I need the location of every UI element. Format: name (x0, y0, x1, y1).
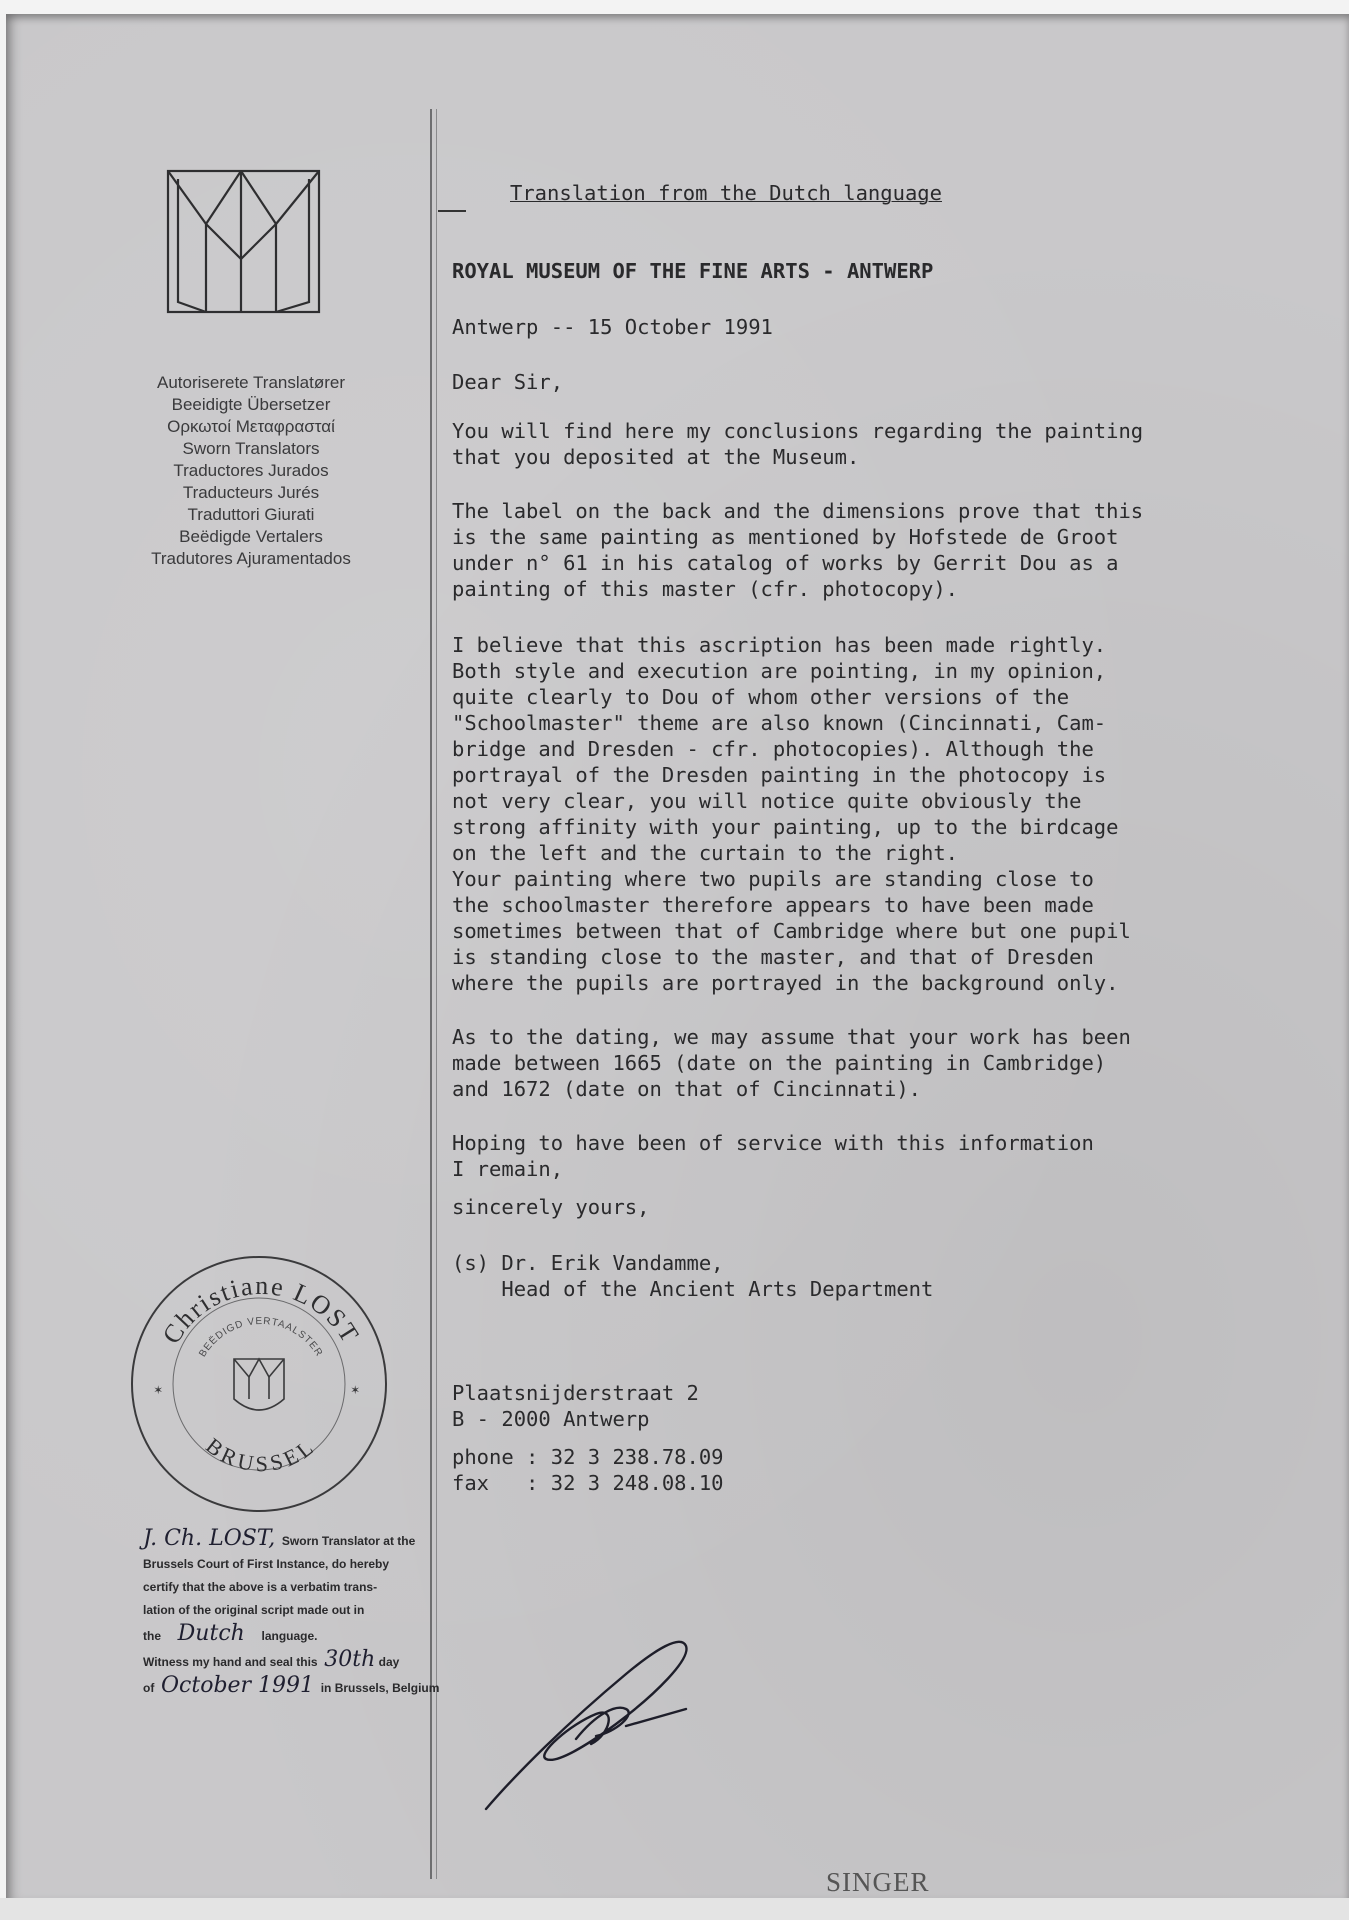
paragraph-line: portrayal of the Dresden painting in the photocopy is (452, 763, 1107, 787)
paragraph-line: You will find here my conclusions regarding the painting (452, 419, 1144, 443)
paragraph-line: where the pupils are portrayed in the background only. (452, 971, 1119, 995)
language-line: Sworn Translators (182, 439, 320, 458)
paragraph-line: painting of this master (cfr. photocopy). (452, 577, 959, 601)
address-line: B - 2000 Antwerp (452, 1407, 650, 1431)
museum-name: ROYAL MUSEUM OF THE FINE ARTS - ANTWERP (452, 259, 934, 283)
title-dash (438, 210, 466, 212)
cert-line: certify that the above is a verbatim trans- (143, 1580, 378, 1594)
document-sheet (6, 14, 1349, 1904)
printer-brand: SINGER (826, 1867, 930, 1897)
language-line: Ορκωτοί Μεταφρασταί (167, 417, 335, 436)
paragraph-line: the schoolmaster therefore appears to have been made (452, 893, 1094, 917)
svg-text:✶: ✶ (351, 1382, 360, 1398)
cert-line: in Brussels, Belgium (320, 1681, 440, 1695)
signer-name: (s) Dr. Erik Vandamme, (452, 1251, 724, 1275)
svg-text:✶: ✶ (154, 1382, 163, 1398)
paragraph-line: is standing close to the master, and that of Dresden (452, 945, 1094, 969)
signature-icon (476, 1614, 736, 1814)
paragraph-line: sometimes between that of Cambridge where but one pupil (452, 919, 1131, 943)
language-line: Autoriserete Translatører (156, 373, 345, 392)
paragraph-line: quite clearly to Dou of whom other versions of the (452, 685, 1070, 709)
letter-date: Antwerp -- 15 October 1991 (452, 315, 773, 339)
address-line: Plaatsnijderstraat 2 (452, 1381, 699, 1405)
handwritten-month-year: October 1991 (161, 1673, 315, 1698)
language-line: Traducteurs Jurés (182, 483, 320, 502)
cert-line: Sworn Translator at the (281, 1534, 416, 1548)
cert-line: of (143, 1681, 155, 1695)
paragraph-line: Hoping to have been of service with this information (452, 1131, 1094, 1155)
paragraph-line: on the left and the curtain to the right. (452, 841, 959, 865)
paragraph-line: "Schoolmaster" theme are also known (Cincinnati, Cam- (452, 711, 1107, 735)
seal-ring-text: BEËDIGD VERTAALSTER (197, 1315, 325, 1360)
language-line: Beeidigte Übersetzer (171, 395, 331, 414)
paragraph-line: made between 1665 (date on the painting in Cambridge) (452, 1051, 1107, 1075)
paragraph-line: The label on the back and the dimensions prove that this (452, 499, 1144, 523)
paragraph-line: is the same painting as mentioned by Hofstede de Groot (452, 525, 1119, 549)
cert-line: language. (261, 1629, 318, 1643)
translation-title: Translation from the Dutch language (510, 181, 942, 205)
cert-line: Witness my hand and seal this (143, 1655, 318, 1669)
paragraph-line: and 1672 (date on that of Cincinnati). (452, 1077, 921, 1101)
cert-line: the (143, 1629, 161, 1643)
paragraph-line: under n° 61 in his catalog of works by Gerrit Dou as a (452, 551, 1119, 575)
salutation: Dear Sir, (452, 370, 564, 394)
scan-bottom-edge (0, 1898, 1349, 1920)
language-line: Tradutores Ajuramentados (151, 549, 351, 568)
cert-line: Brussels Court of First Instance, do hereby (143, 1557, 390, 1571)
paragraph-line: I believe that this ascription has been made rightly. (452, 633, 1107, 657)
paragraph-line: I remain, (452, 1157, 564, 1181)
closing: sincerely yours, (452, 1195, 650, 1219)
translator-logo-icon (166, 169, 321, 314)
fax-line: fax : 32 3 248.08.10 (452, 1471, 724, 1495)
paragraph-line: bridge and Dresden - cfr. photocopies). Although the (452, 737, 1094, 761)
translator-language-list (116, 372, 386, 570)
seal-name: Christiane LOST (156, 1270, 366, 1349)
handwritten-day: 30th (324, 1647, 376, 1672)
paragraph-line: strong affinity with your painting, up to the birdcage (452, 815, 1119, 839)
paragraph-line: Your painting where two pupils are standing close to (452, 867, 1094, 891)
handwritten-language: Dutch (177, 1621, 245, 1646)
svg-text:BRUSSEL (201, 1433, 320, 1477)
svg-text:BEËDIGD VERTAALSTER (197, 1316, 324, 1359)
paragraph-line: Both style and execution are pointing, in my opinion, (452, 659, 1107, 683)
phone-line: phone : 32 3 238.78.09 (452, 1445, 724, 1469)
paragraph-line: not very clear, you will notice quite obviously the (452, 789, 1082, 813)
signer-title: Head of the Ancient Arts Department (452, 1277, 934, 1301)
language-line: Traductores Jurados (173, 461, 329, 480)
language-line: Beëdigde Vertalers (179, 527, 323, 546)
language-line: Traduttori Giurati (187, 505, 315, 524)
cert-line: lation of the original script made out in (143, 1603, 365, 1617)
handwritten-name: J. Ch. LOST, (143, 1526, 276, 1551)
paragraph-line: that you deposited at the Museum. (452, 445, 860, 469)
translator-seal-icon (126, 1249, 391, 1519)
cert-line: day (378, 1655, 400, 1669)
seal-city: BRUSSEL (201, 1432, 321, 1477)
paragraph-line: As to the dating, we may assume that your work has been (452, 1025, 1131, 1049)
